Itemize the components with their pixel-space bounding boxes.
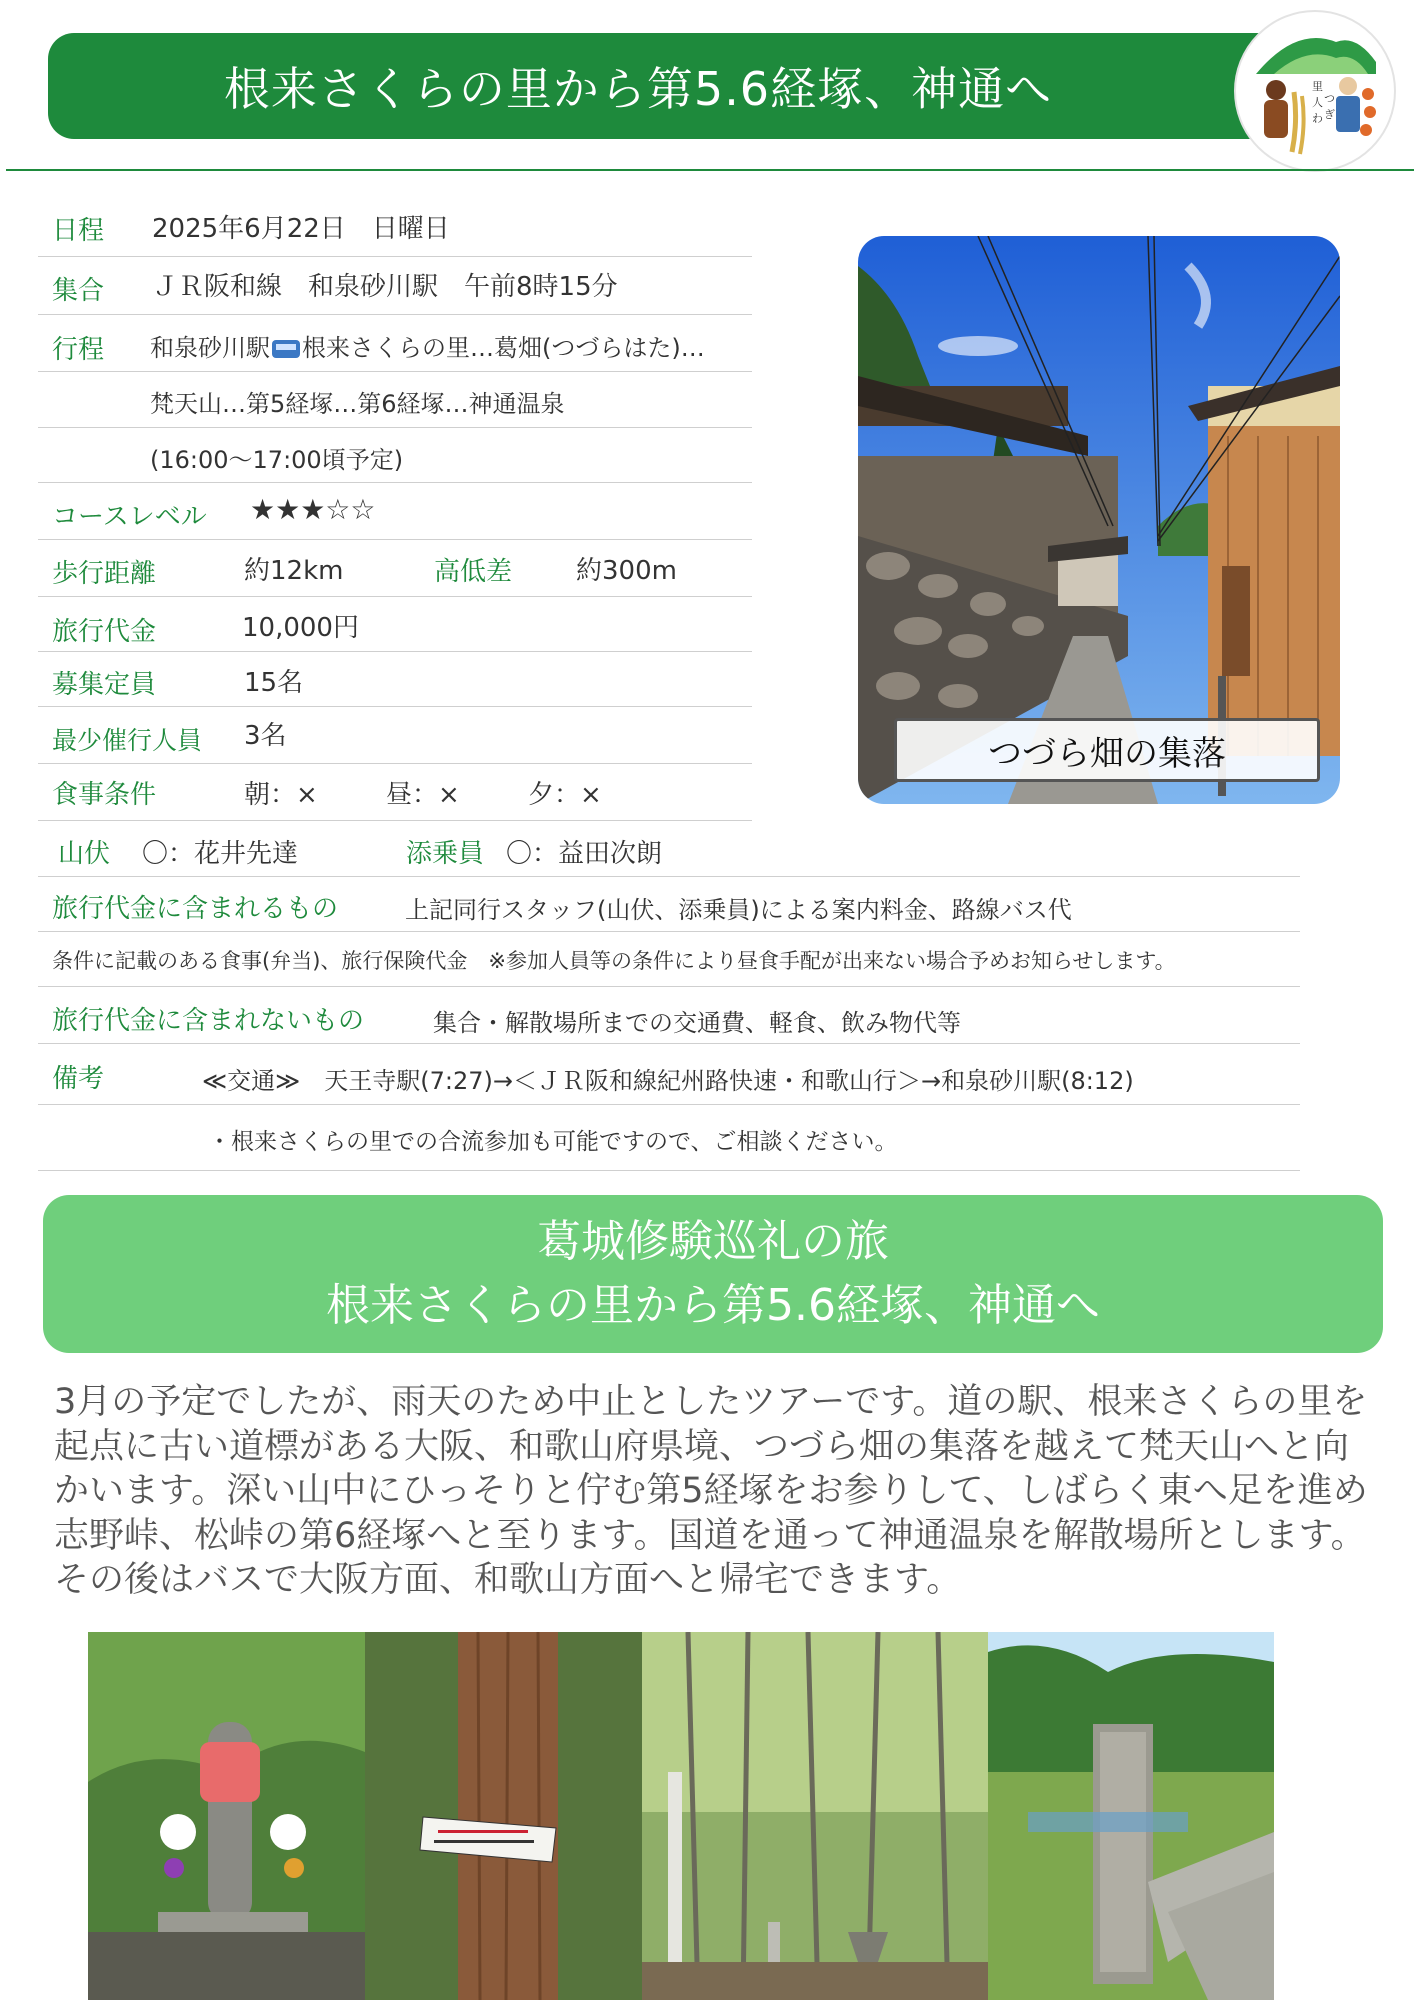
course-level-stars: ★★★☆☆ [250,493,376,526]
row-divider [38,931,1300,932]
row-divider [38,539,752,540]
meeting-value: ＪＲ阪和線 和泉砂川駅 午前8時15分 [152,272,618,302]
conductor-label: 添乗員 [406,839,485,869]
not-included-value: 集合・解散場所までの交通費、軽食、飲み物代等 [433,1009,961,1037]
bus-icon [272,340,300,358]
row-divider [38,596,752,597]
photo-caption: つづら畑の集落 [988,733,1226,774]
svg-text:わ: わ [1312,112,1323,125]
itinerary-rest: 根来さくらの里…葛畑(つづらはた)… [302,334,705,362]
elevation-value: 約300m [576,556,677,586]
tour-description: 3月の予定でしたが、雨天のため中止としたツアーです。道の駅、根来さくらの里を起点に古い道標がある大阪、和歌山府県境、つづら畑の集落を越えて梵天山へと向かいます。深い山中にひっそりと佇む第5経塚をお参りして、しばらく東へ足を進め志野峠、松峠の第6経塚へと至ります。国道を通って神通温泉を解散場所とします。その後はバスで大阪方面、和歌山方面へと帰宅できます。 [54,1382,1368,1600]
section-title-line2: 根来さくらの里から第5.6経塚、神通へ [326,1280,1100,1331]
row-divider [38,427,752,428]
svg-text:ぎ: ぎ [1324,108,1335,121]
conductor-value: 〇：益田次朗 [506,839,663,869]
capacity-label: 募集定員 [52,670,157,700]
meals-dinner: 夕：× [528,780,602,810]
price-label: 旅行代金 [52,617,157,647]
guide-label: 山伏 [58,839,111,869]
svg-text:人: 人 [1312,96,1323,109]
capacity-value: 15名 [244,668,304,698]
meeting-label: 集合 [52,276,105,306]
course-level-label: コースレベル [52,502,207,532]
row-divider [38,651,752,652]
forest-marker-photo [642,1632,988,2000]
section-title-line1: 葛城修験巡礼の旅 [537,1216,889,1267]
row-divider [38,371,752,372]
notes-value-2: ・根来さくらの里での合流参加も可能ですので、ご相談ください。 [208,1129,898,1155]
itinerary-line2: 梵天山…第5経塚…第6経塚…神通温泉 [150,390,565,418]
meals-breakfast: 朝：× [244,780,318,810]
elevation-label: 高低差 [434,557,513,587]
meals-lunch: 昼：× [386,780,460,810]
itinerary-line3: (16:00〜17:00頃予定) [150,446,404,474]
row-divider [38,482,752,483]
section-title-bar [43,1195,1383,1353]
row-divider [38,1043,1300,1044]
minimum-label: 最少催行人員 [52,726,203,755]
notes-value: ≪交通≫ 天王寺駅(7:27)→＜ＪＲ阪和線紀州路快速・和歌山行＞→和泉砂川駅(8:12) [202,1067,1134,1095]
included-label: 旅行代金に含まれるもの [52,894,339,924]
tree-sign-photo [365,1632,642,2000]
distance-label: 歩行距離 [52,559,157,589]
distance-value: 約12km [244,556,344,586]
row-divider [38,314,752,315]
included-value: 上記同行スタッフ(山伏、添乗員)による案内料金、路線バス代 [405,896,1072,924]
row-divider [38,1170,1300,1171]
row-divider [38,820,752,821]
row-divider [38,876,1300,877]
included-value-2: 条件に記載のある食事(弁当)、旅行保険代金 ※参加人員等の条件により昼食手配が出来ない場合予めお知らせします。 [52,949,1176,973]
itinerary-label: 行程 [52,335,105,365]
itinerary-line1 [150,328,705,363]
not-included-label: 旅行代金に含まれないもの [52,1006,365,1036]
page-title-bar [48,33,1288,139]
price-value: 10,000円 [242,613,359,643]
date-value: 2025年6月22日 日曜日 [152,214,450,244]
row-divider [38,986,1300,987]
row-divider [38,763,752,764]
photo-strip [88,1632,1274,2000]
itinerary-start: 和泉砂川駅 [150,334,270,362]
page-title: 根来さくらの里から第5.6経塚、神通へ [223,62,1053,116]
photo-caption-box [894,718,1320,782]
minimum-value: 3名 [244,721,287,751]
row-divider [38,1104,1300,1105]
date-label: 日程 [52,216,105,246]
guide-value: 〇：花井先達 [142,839,299,869]
svg-text:里: 里 [1312,80,1323,93]
notes-label: 備考 [52,1064,105,1094]
logo [1234,10,1396,172]
row-divider [38,256,752,257]
stone-pillar-photo [988,1632,1274,2000]
svg-text:つ: つ [1324,92,1335,105]
meals-label: 食事条件 [52,780,157,810]
divider [6,169,1414,171]
jizo-photo [88,1632,365,2000]
row-divider [38,706,752,707]
